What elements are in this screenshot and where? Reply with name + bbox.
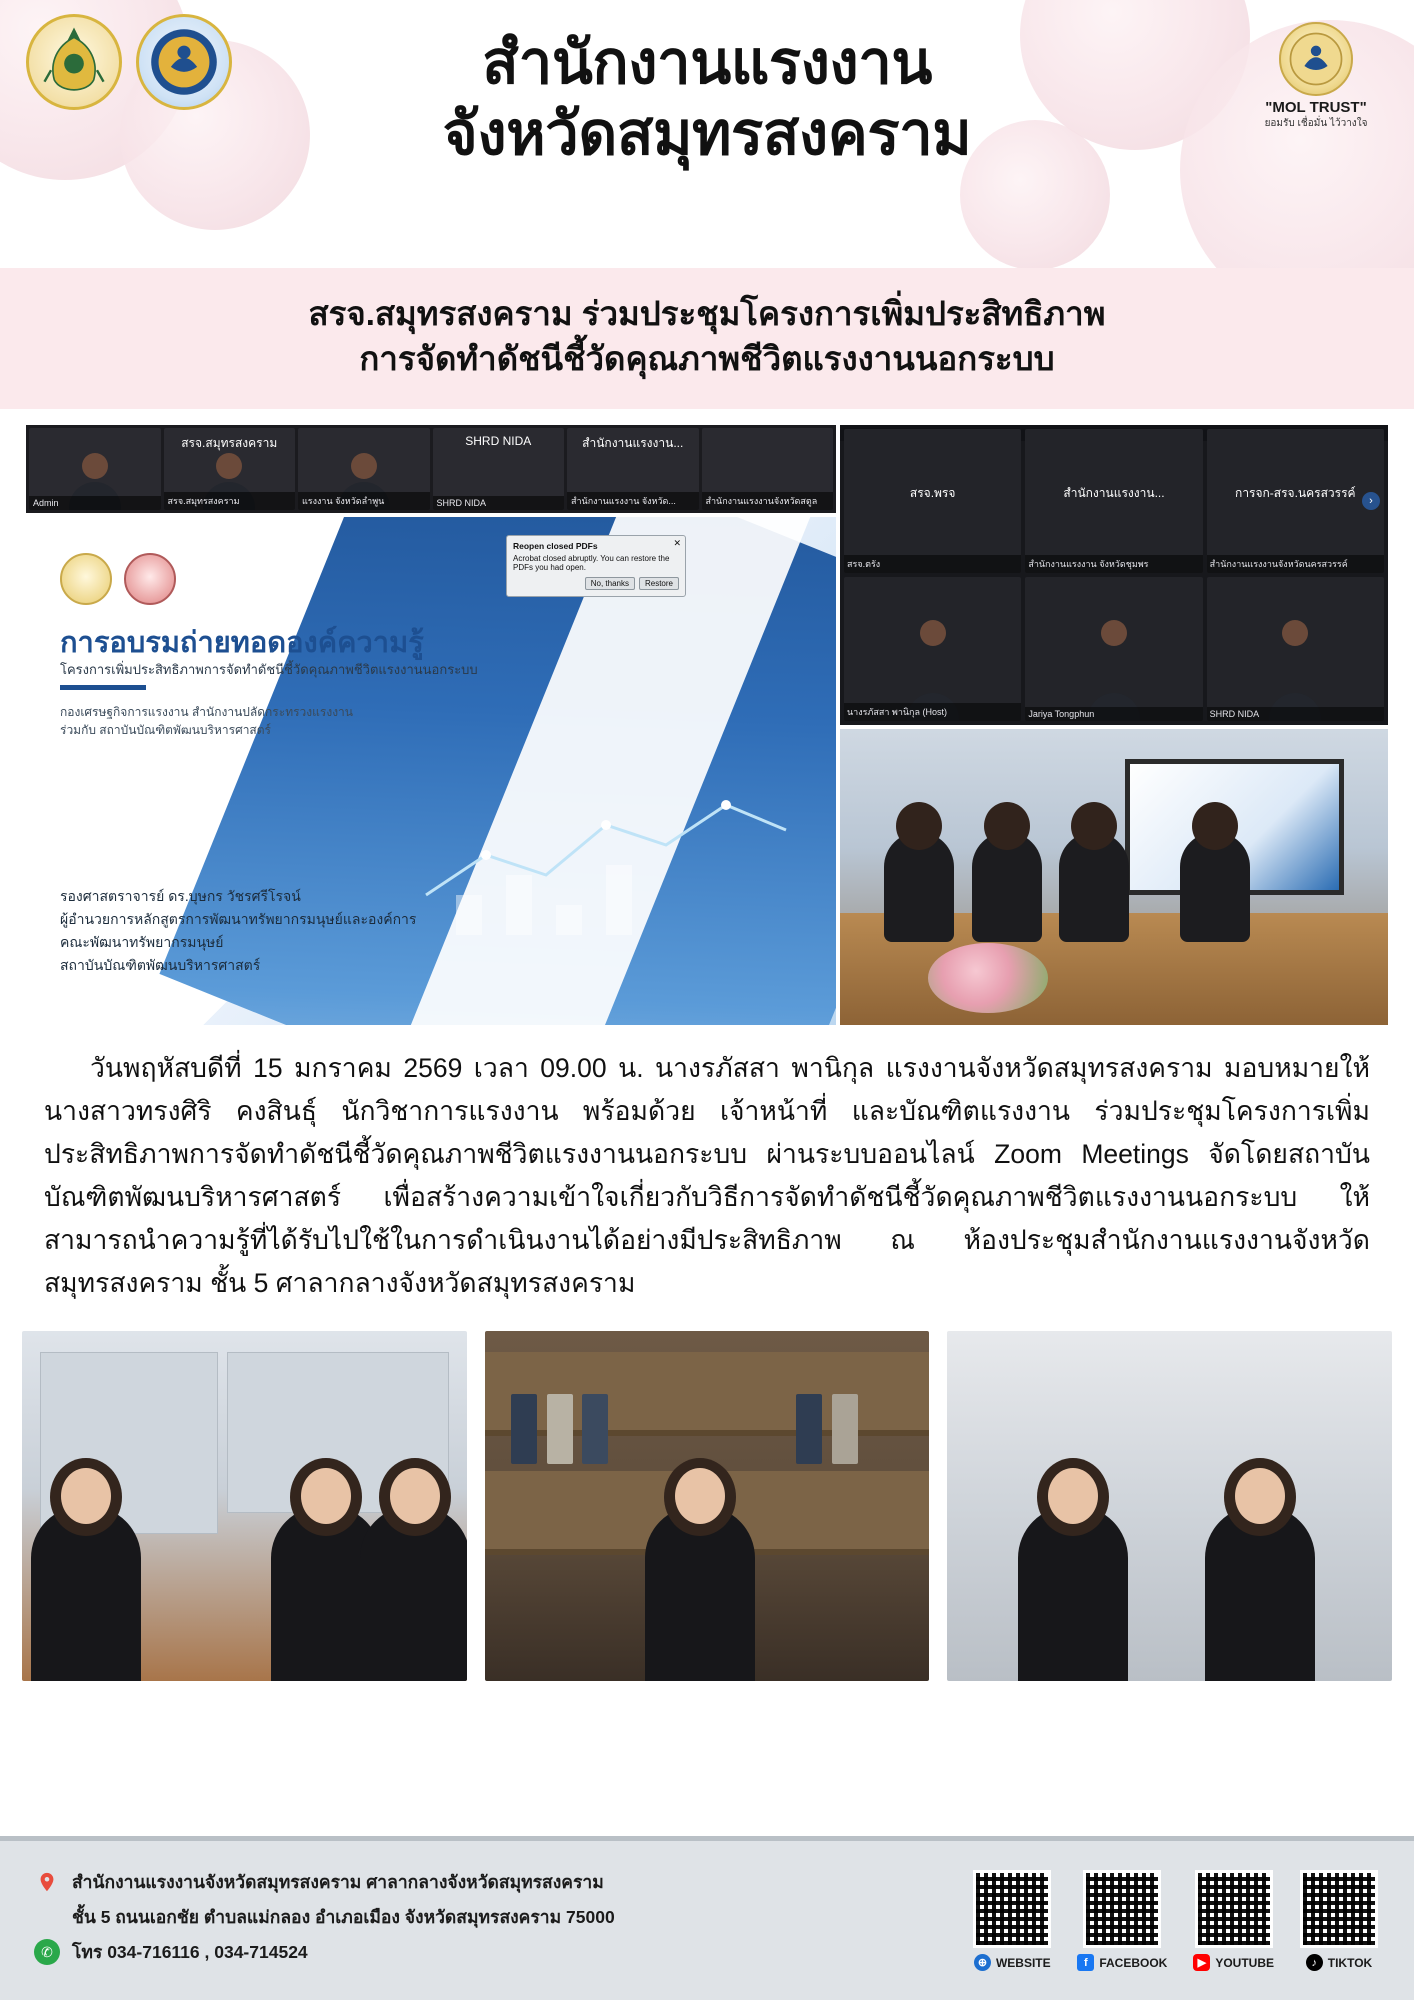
zoom-gallery-cell <box>844 577 1021 721</box>
slide-org <box>60 703 353 739</box>
tiktok-icon: ♪ <box>1306 1954 1323 1971</box>
qr-code-youtube[interactable] <box>1195 1870 1273 1948</box>
mol-trust-logo <box>1252 22 1380 131</box>
qr-code-website[interactable] <box>973 1870 1051 1948</box>
zoom-gallery-grid <box>840 425 1388 725</box>
footer-address-line-1: สำนักงานแรงงานจังหวัดสมุทรสงคราม ศาลากลางจังหวัดสมุทรสงคราม <box>72 1872 604 1892</box>
qr-facebook[interactable] <box>1077 1870 1167 1971</box>
dialog-body: Acrobat closed abruptly. You can restore the PDFs you had open. <box>513 554 670 573</box>
zoom-cell-label: สรจ.พรจ <box>909 485 956 500</box>
photo-row <box>22 1331 1392 1681</box>
slide-emblems <box>60 553 176 605</box>
collage-right-column <box>840 425 1388 1025</box>
footer-phone: โทร 034-716116 , 034-714524 <box>72 1942 308 1962</box>
footer-contact-block <box>0 1868 700 1973</box>
subtitle-line-1: สรจ.สมุทรสงคราม ร่วมประชุมโครงการเพิ่มประสิทธิภาพ <box>308 295 1106 332</box>
acrobat-reopen-dialog[interactable] <box>506 535 686 597</box>
zoom-tile-name: แรงงาน จังหวัดลำพูน <box>298 492 430 510</box>
page-header <box>0 0 1414 268</box>
zoom-participant-tile <box>29 428 161 510</box>
zoom-tile-top-label <box>29 428 161 440</box>
zoom-participant-strip <box>26 425 836 513</box>
zoom-gallery-cell <box>1025 429 1202 573</box>
next-page-arrow-icon[interactable]: › <box>1362 492 1380 510</box>
zoom-gallery-cell <box>1025 577 1202 721</box>
attendee <box>1059 832 1129 942</box>
slide-speaker-block <box>60 885 416 977</box>
page-title <box>0 28 1414 170</box>
zoom-participant-tile <box>702 428 834 510</box>
slide-subtitle: โครงการเพิ่มประสิทธิภาพการจัดทำดัชนีชี้วัดคุณภาพชีวิตแรงงานนอกระบบ <box>60 662 478 678</box>
qr-website[interactable] <box>973 1870 1051 1971</box>
zoom-tile-name: สำนักงานแรงงานจังหวัดสตูล <box>702 492 834 510</box>
slide-garuda-emblem-icon <box>60 553 112 605</box>
zoom-tile-name: SHRD NIDA <box>433 496 565 510</box>
zoom-tile-name: สำนักงานแรงงาน จังหวัด... <box>567 492 699 510</box>
footer-qr-block <box>700 1870 1414 1971</box>
meeting-room-photo <box>840 729 1388 1025</box>
slide-title: การอบรมถ่ายทอดองค์ความรู้ <box>60 627 424 660</box>
qr-label-facebook: FACEBOOK <box>1099 1955 1168 1970</box>
article-body <box>44 1047 1370 1305</box>
youtube-icon: ▶ <box>1193 1954 1210 1971</box>
zoom-cell-name: Jariya Tongphun <box>1025 707 1202 721</box>
qr-label-youtube: YOUTUBE <box>1215 1955 1274 1970</box>
qr-tiktok[interactable] <box>1300 1870 1378 1971</box>
slide-speaker-faculty: คณะพัฒนาทรัพยากรมนุษย์ <box>60 933 224 950</box>
zoom-gallery-cell <box>1207 429 1384 573</box>
globe-icon: ⊕ <box>974 1954 991 1971</box>
phone-icon: ✆ <box>34 1939 60 1965</box>
close-icon[interactable]: ✕ <box>673 538 681 549</box>
slide-chart-graphic <box>416 775 796 935</box>
page-title-line-2: จังหวัดสมุทรสงคราม <box>442 99 972 167</box>
qr-label-tiktok: TIKTOK <box>1327 1955 1373 1970</box>
no-thanks-button[interactable]: No, thanks <box>585 577 635 590</box>
photo-two-staff <box>947 1331 1392 1681</box>
attendee <box>884 832 954 942</box>
zoom-cell-label: การจก-สรจ.นครสวรรค์ <box>1235 485 1356 500</box>
qr-label-website: WEBSITE <box>995 1955 1051 1970</box>
zoom-tile-top-label: สรจ.สมุทรสงคราม <box>181 436 278 451</box>
footer-address-line-2: ชั้น 5 ถนนเอกชัย ตำบลแม่กลอง อำเภอเมือง จังหวัดสมุทรสงคราม 75000 <box>72 1907 615 1927</box>
facebook-icon: f <box>1077 1954 1094 1971</box>
attendee <box>1180 832 1250 942</box>
zoom-cell-name: SHRD NIDA <box>1207 707 1384 721</box>
zoom-cell-name: สำนักงานแรงงานจังหวัดนครสวรรค์ <box>1207 555 1384 573</box>
zoom-participant-tile <box>433 428 565 510</box>
flower-vase <box>928 943 1048 1013</box>
zoom-tile-top-label: SHRD NIDA <box>465 434 532 449</box>
slide-org-line-1: กองเศรษฐกิจการแรงงาน สำนักงานปลัดกระทรวงแรงงาน <box>60 705 353 720</box>
page-footer <box>0 1836 1414 2000</box>
zoom-tile-top-label <box>298 428 430 440</box>
subtitle-line-2: การจัดทำดัชนีชี้วัดคุณภาพชีวิตแรงงานนอกระบบ <box>359 339 1055 377</box>
location-pin-icon <box>34 1869 60 1895</box>
qr-youtube[interactable] <box>1193 1870 1274 1971</box>
page-title-line-1: สำนักงานแรงงาน <box>482 29 932 96</box>
dialog-title: Reopen closed PDFs <box>513 541 598 552</box>
zoom-cell-name: สำนักงานแรงงาน จังหวัดชุมพร <box>1025 555 1202 573</box>
zoom-cell-label: สำนักงานแรงงาน... <box>1063 485 1165 500</box>
slide-speaker-role: ผู้อำนวยการหลักสูตรการพัฒนาทรัพยากรมนุษย์และองค์การ <box>60 910 417 927</box>
image-collage <box>26 425 1388 1025</box>
zoom-tile-top-label <box>702 428 834 440</box>
mol-subtitle: ยอมรับ เชื่อมั่น ไว้วางใจ <box>1264 118 1368 129</box>
zoom-gallery-cell <box>1207 577 1384 721</box>
slide-speaker-name: รองศาสตราจารย์ ดร.บุษกร วัชรศรีโรจน์ <box>60 887 301 904</box>
zoom-participant-tile <box>567 428 699 510</box>
qr-code-tiktok[interactable] <box>1300 1870 1378 1948</box>
slide-divider <box>60 685 146 690</box>
mol-badge-icon <box>1279 22 1353 96</box>
collage-left-column <box>26 425 836 1025</box>
qr-code-facebook[interactable] <box>1083 1870 1161 1948</box>
article-paragraph: วันพฤหัสบดีที่ 15 มกราคม 2569 เวลา 09.00 น. นางรภัสสา พานิกุล แรงงานจังหวัดสมุทรสงคราม มอบหมายให้ นางสาวทรงศิริ คงสินธุ์ นักวิชาการแรงงาน พร้อมด้วย เจ้าหน้าที่ และบัณฑิตแรงงาน ร่วมประชุมโครงการเพิ่มประสิทธิภาพการจัดทำดัชนีชี้วัดคุณภาพชีวิตแรงงานนอกระบบ ผ่านระบบออนไลน์ Zoom Meetings จัดโดยสถาบันบัณฑิตพัฒนบริหารศาสตร์ เพื่อสร้างความเข้าใจเกี่ยวกับวิธีการจัดทำดัชนีชี้วัดคุณภาพชีวิตแรงงานนอกระบบ ให้สามารถนำความรู้ที่ได้รับไปใช้ในการดำเนินงานได้อย่างมีประสิทธิภาพ ณ ห้องประชุมสำนักงานแรงงานจังหวัดสมุทรสงคราม ชั้น 5 ศาลากลางจังหวัดสมุทรสงคราม <box>44 1053 1370 1298</box>
slide-nida-emblem-icon <box>124 553 176 605</box>
subtitle-band <box>0 268 1414 409</box>
slide-org-line-2: ร่วมกับ สถาบันบัณฑิตพัฒนบริหารศาสตร์ <box>60 723 271 738</box>
zoom-tile-name: Admin <box>29 496 161 510</box>
slide-speaker-institute: สถาบันบัณฑิตพัฒนบริหารศาสตร์ <box>60 957 261 973</box>
attendee <box>972 832 1042 942</box>
presentation-slide <box>26 517 836 1025</box>
zoom-participant-tile <box>164 428 296 510</box>
zoom-tile-name: สรจ.สมุทรสงคราม <box>164 492 296 510</box>
restore-button[interactable]: Restore <box>639 577 679 590</box>
zoom-participant-tile <box>298 428 430 510</box>
zoom-gallery-cell <box>844 429 1021 573</box>
mol-title: "MOL TRUST" <box>1265 99 1367 116</box>
photo-staff-portrait <box>485 1331 930 1681</box>
zoom-cell-name: สรจ.ตรัง <box>844 555 1021 573</box>
zoom-tile-top-label: สำนักงานแรงงาน... <box>582 436 684 451</box>
photo-office-meeting <box>22 1331 467 1681</box>
zoom-cell-name: นางรภัสสา พานิกุล (Host) <box>844 703 1021 721</box>
